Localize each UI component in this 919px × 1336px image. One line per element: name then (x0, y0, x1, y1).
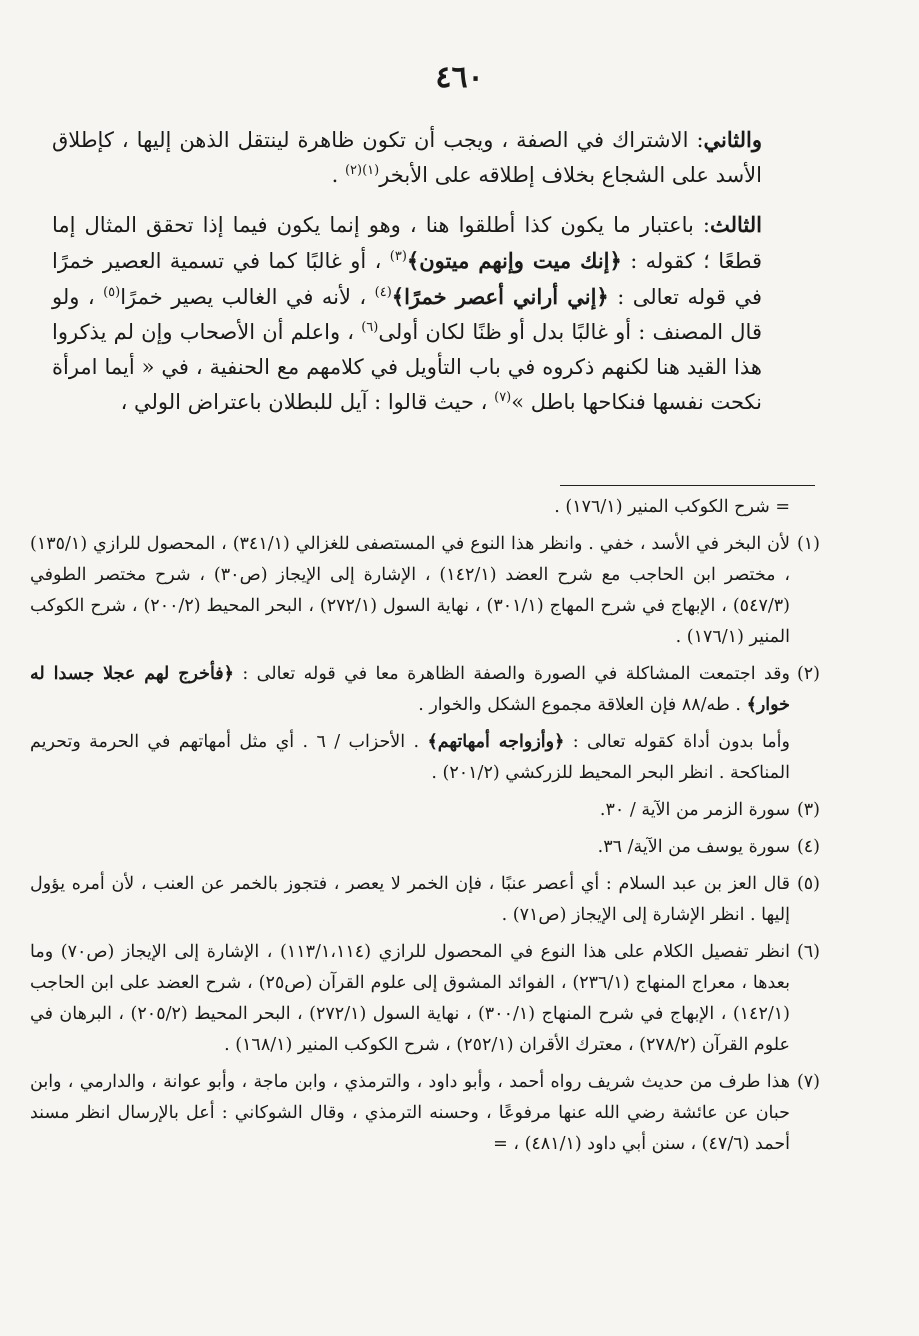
footnote-ref[interactable]: (٧) (494, 390, 512, 405)
footnote-4 (30, 832, 820, 863)
footnote-separator (560, 485, 815, 486)
footnote-text: قال العز بن عبد السلام : أي أعصر عنبًا ، فإن الخمر لا يعصر ، فتجوز بالخمر عن العنب ، لأن أمره يؤول إليها . انظر الإشارة إلى الإيجاز (ص٧١) . (30, 874, 790, 925)
paragraph-lead: والثاني (703, 127, 762, 152)
footnote-number: (٦) (796, 942, 820, 962)
footnote-2 (30, 659, 820, 721)
footnote-text: . طه/٨٨ فإن العلاقة مجموع الشكل والخوار . (418, 695, 747, 715)
quran-verse: ﴿إني أراني أعصر خمرًا﴾ (391, 284, 609, 309)
paragraph-text: ، ولو قال المصنف : أو غالبًا بدل أو ظنًا لكان أولى (52, 285, 762, 344)
footnote-text: لأن البخر في الأسد ، خفي . وانظر هذا النوع في المستصفى للغزالي (٣٤١/١) ، المحصول للرازي (١٣٥/١) ، مختصر ابن الحاجب مع شرح العضد (١٤٢/١) ، الإشارة إلى الإيجاز (ص٣٠) ، شرح مختصر الطوفي (٥٤٧/٣) ، الإبهاج في شرح المهاج (٣٠١/١) ، نهاية السول (٢٧٢/١) ، البحر المحيط (٢٠٠/٢) ، شرح الكوكب المنير (١٧٦/١) . (30, 534, 790, 647)
paragraph-text: . (331, 163, 345, 187)
paragraph-text: ، حيث قالوا : آيل للبطلان باعتراض الولي ، (120, 390, 495, 414)
footnote-2-continued (30, 727, 820, 789)
footnote-text: وأما بدون أداة كقوله تعالى : (564, 732, 790, 752)
footnote-ref[interactable]: (٥) (103, 285, 121, 300)
footnote-5 (30, 869, 820, 931)
footnote-text: سورة الزمر من الآية / ٣٠. (599, 800, 790, 820)
quran-verse: ﴿فأخرج لهم عجلا جسدا له خوار﴾ (30, 664, 790, 715)
footnotes (30, 492, 820, 1166)
paragraph-text: : الاشتراك في الصفة ، ويجب أن تكون ظاهرة لينتقل الذهن إليها ، كإطلاق الأسد على الشجاع بخلاف إطلاقه على الأبخر (52, 128, 762, 187)
footnote-ref[interactable]: (٦) (361, 320, 379, 335)
main-text (52, 122, 762, 434)
footnote-text: سورة يوسف من الآية/ ٣٦. (597, 837, 790, 857)
paragraph-text: ، أو غالبًا كما في تسمية العصير خمرًا في قوله تعالى : (52, 249, 762, 309)
footnote-ref[interactable]: (٤) (374, 285, 392, 300)
footnote-1 (30, 529, 820, 653)
page-number: ٤٦٠ (435, 60, 484, 95)
footnote-text: انظر تفصيل الكلام على هذا النوع في المحصول للرازي (١١٣/١،١١٤) ، الإشارة إلى الإيجاز (ص٧٠) وما بعدها ، معراج المنهاج (٢٣٦/١) ، الفوائد المشوق إلى علوم القرآن (ص٢٥) ، شرح العضد على ابن الحاجب (١٤٢/١) ، الإبهاج في شرح المنهاج (٣٠٠/١) ، نهاية السول (٢٧٢/١) ، البحر المحيط (٢٠٥/٢) ، البرهان في علوم القرآن (٢٧٨/٢) ، معترك الأقران (٢٥٢/١) ، شرح الكوكب المنير (١٦٨/١) . (30, 942, 790, 1055)
quran-verse: ﴿وأزواجه أمهاتهم﴾ (427, 732, 565, 752)
paragraph-text: ، لأنه في الغالب يصير خمرًا (120, 285, 375, 309)
paragraph-lead: الثالث (710, 212, 762, 237)
quran-verse: ﴿إنك ميت وإنهم ميتون﴾ (406, 248, 622, 273)
paragraph-text: ، واعلم أن الأصحاب وإن لم يذكروا هذا القيد هنا لكنهم ذكروه في باب التأويل في كلامهم مع الحنفية ، في « أيما امرأة نكحت نفسها فنكاحها باطل » (52, 320, 762, 414)
footnote-number: (١) (796, 534, 820, 554)
footnote-number: (٧) (796, 1072, 820, 1092)
footnote-3 (30, 795, 820, 826)
footnote-number: (٣) (796, 800, 820, 820)
footnote-ref[interactable]: (٣) (389, 249, 407, 264)
footnote-number: (٤) (796, 837, 820, 857)
paragraph-text: : باعتبار ما يكون كذا أطلقوا هنا ، وهو إنما يكون فيما إذا تحقق المثال إما قطعًا ؛ كقوله : (52, 213, 763, 273)
paragraph-second (52, 122, 762, 193)
footnote-continuation: = شرح الكوكب المنير (١٧٦/١) . (554, 497, 790, 517)
footnote-text: هذا طرف من حديث شريف رواه أحمد ، وأبو داود ، والترمذي ، وابن ماجة ، وأبو عوانة ، والدارمي ، وابن حبان عن عائشة رضي الله عنها مرفوعًا ، وحسنه الترمذي ، وقال الشوكاني : أعل بالإرسال انظر مسند أحمد (٤٧/٦) ، سنن أبي داود (٤٨١/١) ، = (30, 1072, 790, 1154)
footnote-7 (30, 1067, 820, 1160)
footnote-ref[interactable]: (٢) (344, 163, 363, 178)
footnote-6 (30, 937, 820, 1061)
footnote-number: (٥) (796, 874, 820, 894)
paragraph-third (52, 207, 762, 420)
footnote-text: . الأحزاب / ٦ . أي مثل أمهاتهم في الحرمة وتحريم المناكحة . انظر البحر المحيط للزركشي (٢٠١/٢) . (30, 732, 790, 783)
footnote-ref[interactable]: (١) (362, 163, 380, 178)
footnote-text: وقد اجتمعت المشاكلة في الصورة والصفة الظاهرة معا في قوله تعالى : (233, 664, 791, 684)
footnote-number: (٢) (796, 664, 820, 684)
